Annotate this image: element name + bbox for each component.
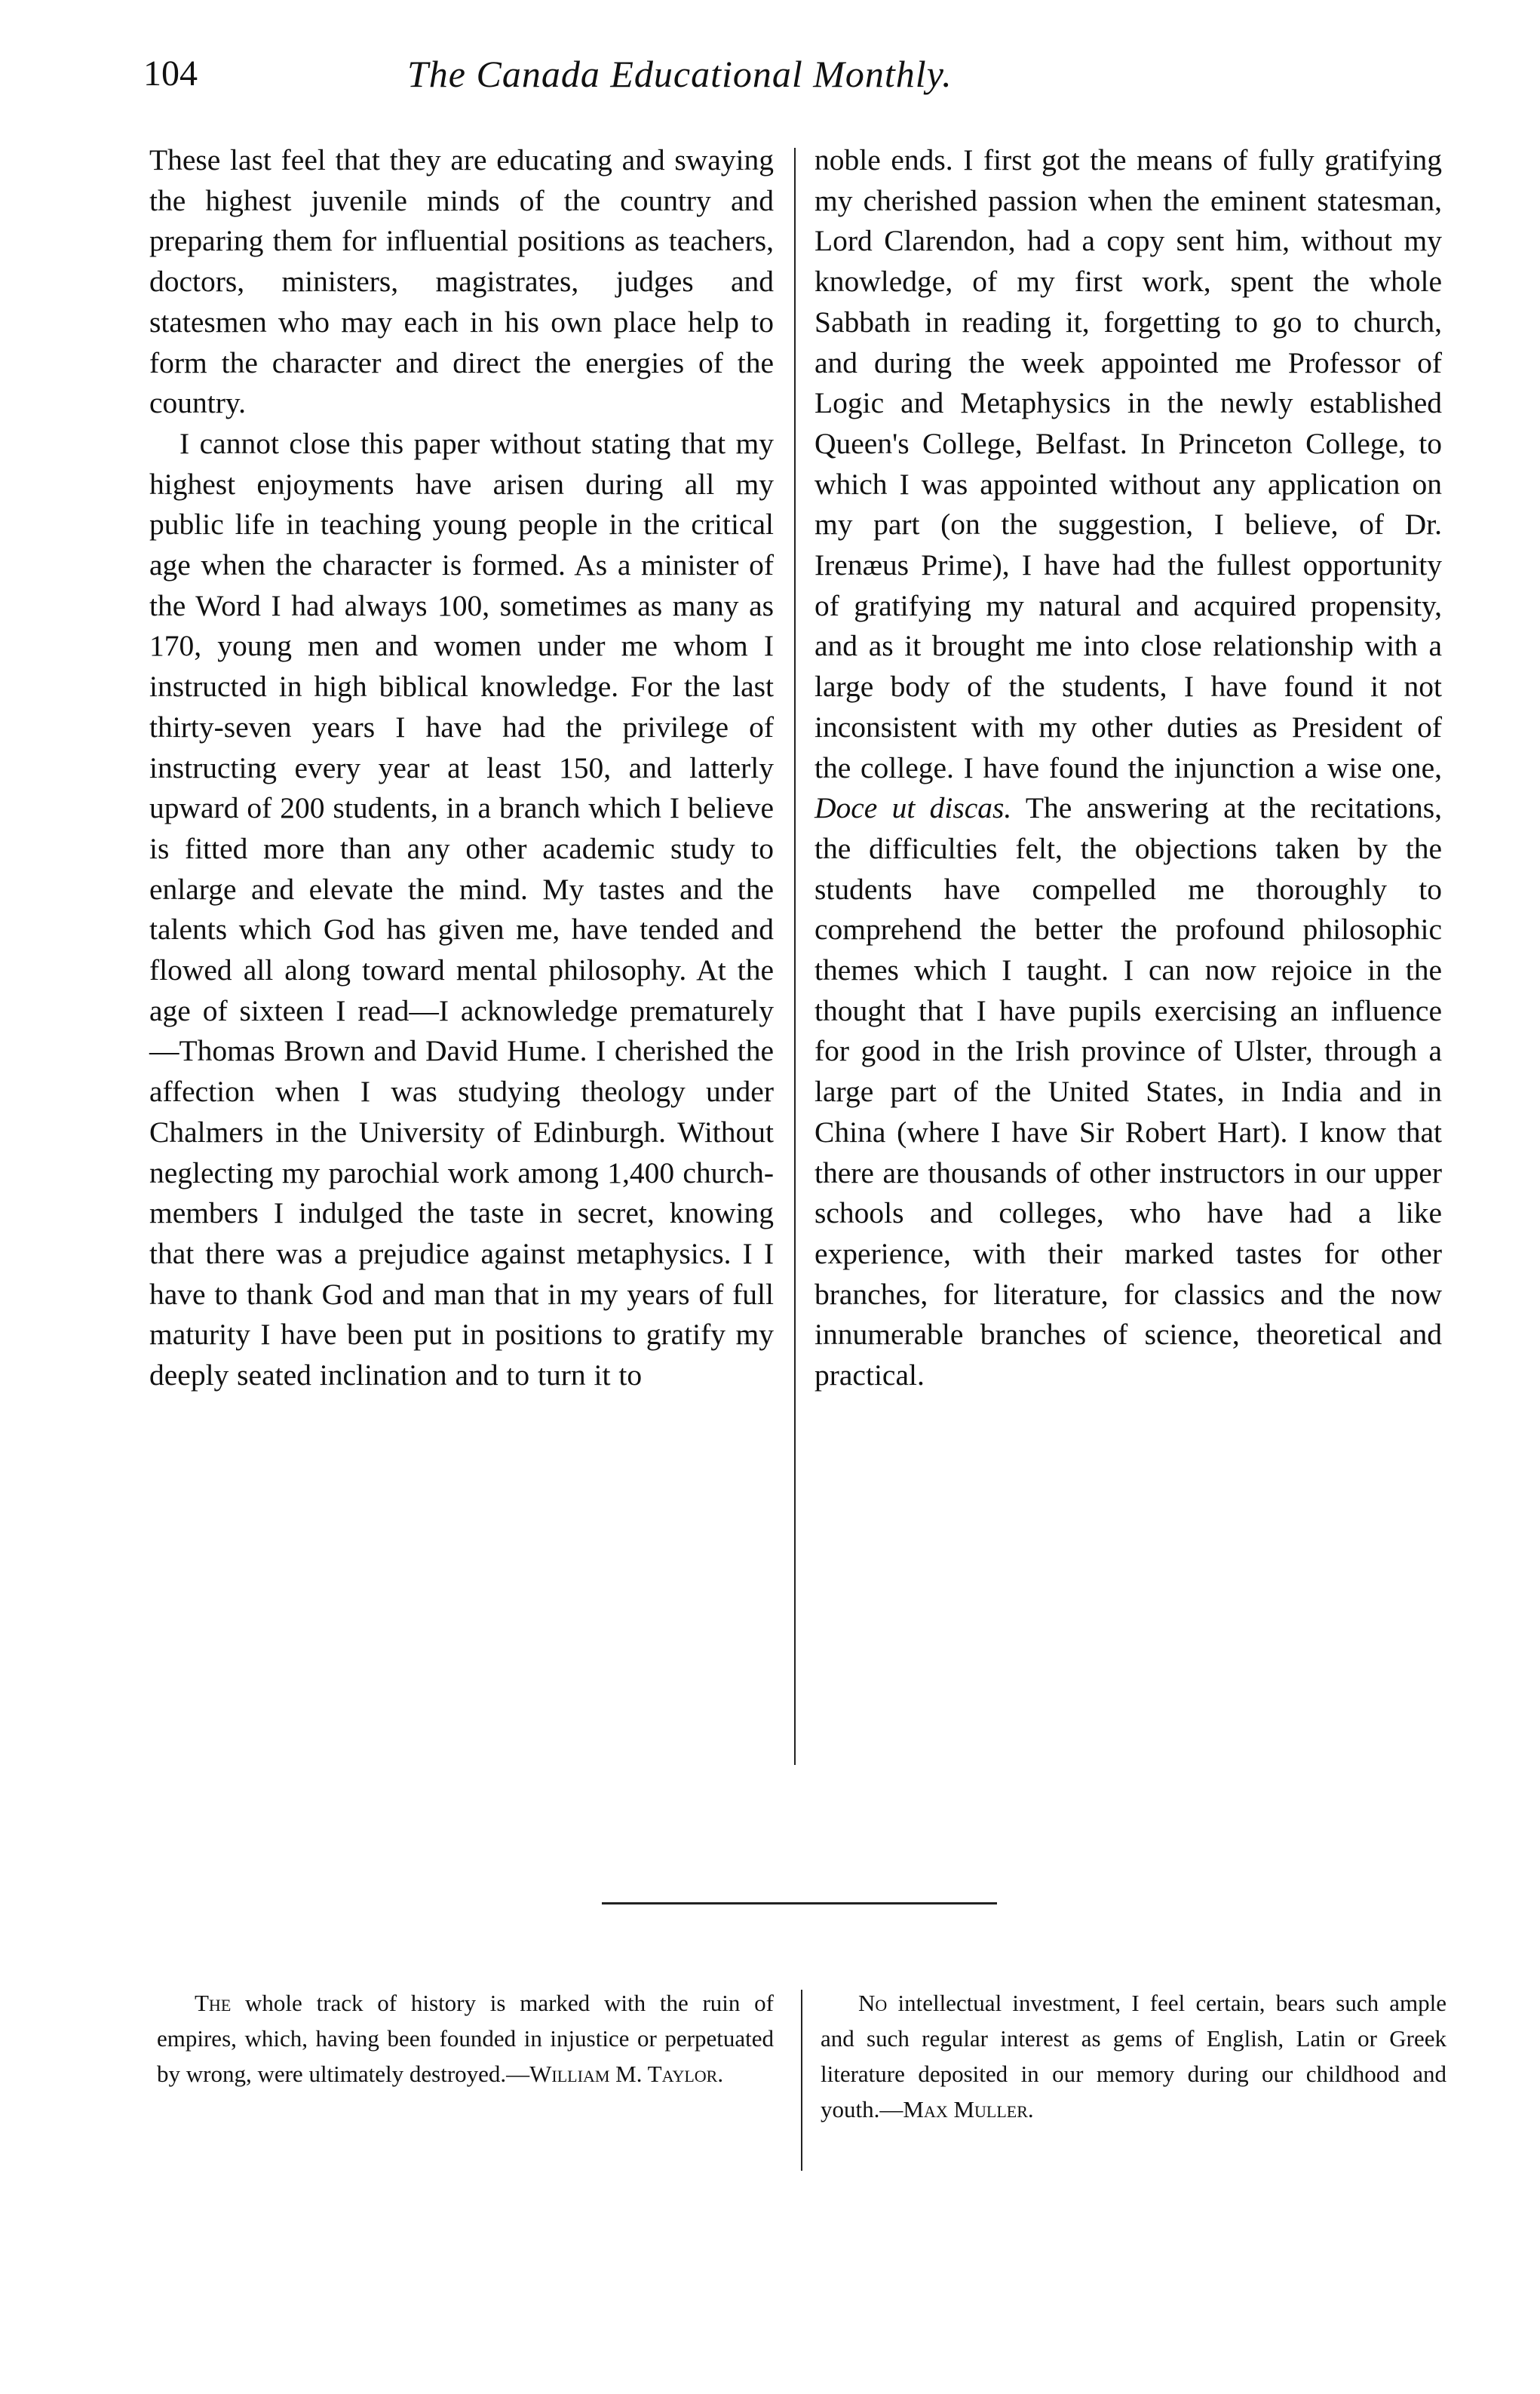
quote-muller [821,1985,1446,2127]
right-paragraph [814,140,1442,1396]
quote-divider [801,1990,802,2171]
quote-muller-attribution: Max Muller. [903,2096,1034,2122]
column-divider [794,148,796,1765]
quote-taylor-body: whole track of history is marked with the ruin of empires, which, having been founded in injustice or perpetuated by wrong, were ultimately destroyed.— [157,1990,775,2087]
quote-taylor [157,1985,774,2092]
right-text-before-motto: noble ends. I first got the means of fully gratifying my cherished passion when the eminent statesman, Lord Clarendon, had a copy sent him, without my knowledge, of my first work, spent the whole Sabbath in reading it, forgetting to go to church, and during the week appointed me Professor of Logic and Metaphysics in the newly established Queen's College, Belfast. In Princeton College, to which I was appointed without any application on my part (on the suggestion, I believe, of Dr. Irenæus Prime), I have had the fullest opportunity of gratifying my natural and acquired propensity, and as it brought me into close relationship with a large body of the students, I have found it not inconsistent with my other duties as President of the college. I have found the injunction a wise one, [814,143,1442,784]
quote-muller-body: intellectual investment, I feel certain, bears such ample and such regular interest as gems of English, Latin or Greek literature deposited in our memory during our childhood and youth.— [821,1990,1447,2122]
quote-taylor-lead: The [195,1990,232,2016]
right-column [814,140,1442,1396]
left-paragraph-2: I cannot close this paper without stating that my highest enjoyments have arisen during all my public life in teaching young people in the critical age when the character is formed. As a minister of the Word I had always 100, sometimes as many as 170, young men and women under me whom I instructed in high biblical knowledge. For the last thirty-seven years I have had the privilege of instructing every year at least 150, and latterly upward of 200 students, in a branch which I believe is fitted more than any other academic study to enlarge and elevate the mind. My tastes and the talents which God has given me, have tended and flowed all along toward mental philosophy. At the age of sixteen I read—I acknowledge prematurely—Thomas Brown and David Hume. I cherished the affection when I was studying theology under Chalmers in the University of Edinburgh. Without neglecting my parochial work among 1,400 church-members I indulged the taste in secret, knowing that there was a prejudice against metaphysics. I I have to thank God and man that in my years of full maturity I have been put in positions to gratify my deeply seated inclination and to turn it to [149,426,774,1392]
page-number: 104 [143,54,198,94]
latin-motto: Doce ut discas. [814,791,1012,825]
quote-taylor-attribution: William M. Taylor. [529,2061,724,2087]
section-divider [602,1902,997,1904]
left-paragraph-1: These last feel that they are educating and swaying the highest juvenile minds of the country and preparing them for influential positions as teachers, doctors, ministers, magistrates, judges and statesmen who may each in his own place help to form the character and direct the energies of the country. [149,143,774,420]
quote-muller-text [821,1985,1446,2127]
left-column [149,140,774,1396]
right-text-after-motto: The answering at the recitations, the difficulties felt, the objections taken by the students have compelled me thoroughly to comprehend the better the profound philosophic themes which I taught. I can now rejoice in the thought that I have pupils exercising an influence for good in the Irish province of Ulster, through a large part of the United States, in India and in China (where I have Sir Robert Hart). I know that there are thousands of other instructors in our upper schools and colleges, who have had a like experience, with their marked tastes for other branches, for literature, for classics and the now innumerable branches of science, theoretical and practical. [814,791,1442,1392]
quote-taylor-text [157,1985,774,2092]
quote-muller-lead: No [858,1990,888,2016]
running-head [143,44,1124,104]
journal-title: The Canada Educational Monthly. [407,53,953,95]
